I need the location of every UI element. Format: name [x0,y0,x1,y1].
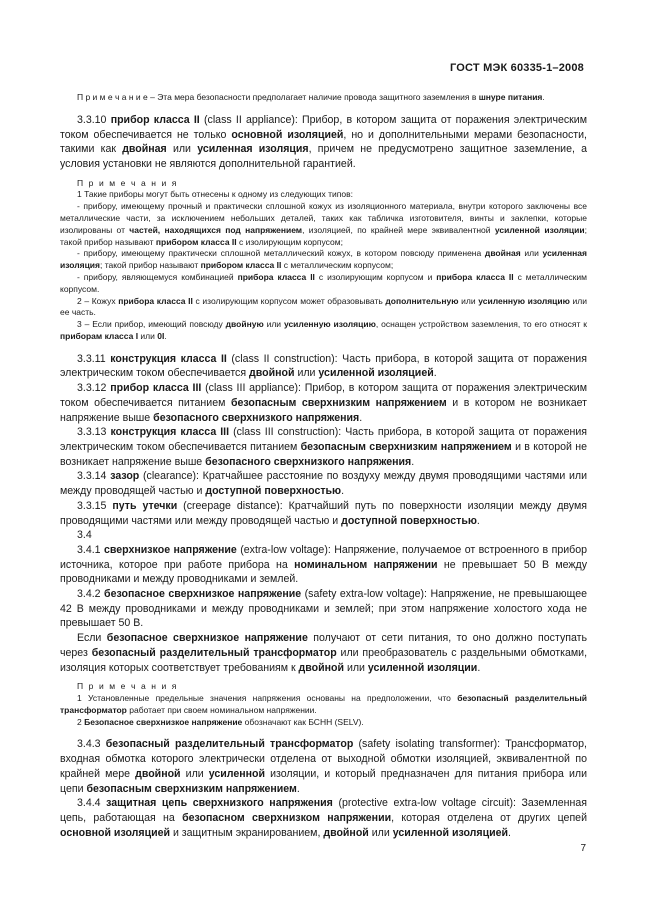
text-run: или [344,661,368,674]
clause-3-3-11 [60,352,587,381]
text-run: . [296,782,300,795]
bold-term: двойной [135,767,181,780]
text-run: , но и дополнительными мерами безопасности, такими как [60,128,587,156]
text-run: 2 – Кожух [77,295,119,306]
note-item [60,201,587,248]
text-run: или [458,295,479,306]
bold-term: усиленной изоляции [494,224,585,235]
bold-term: безопасным сверхнизким напряжением [300,440,512,453]
bold-term: безопасного сверхнизкого напряжения [205,455,412,468]
note-item [60,296,587,320]
text-run: (protective extra-low voltage circuit): Заземленная цепь, работающая на [60,797,588,824]
clause-3-4-2-cont [60,631,587,675]
bold-term: безопасным сверхнизким напряжением [230,396,447,409]
text-run: , оснащен устройством заземления, то его относят к [375,319,587,330]
bold-term: основной изоляцией [231,128,344,141]
clause-3-3-15 [60,499,587,528]
text-run: . [411,455,415,468]
bold-term: Безопасное сверхнизкое напряжение [84,716,243,727]
text-run: 1 Установленные предельные значения напряжения основаны на предположении, что [77,693,458,704]
text-run: 3 – Если прибор, имеющий повсюду [77,319,226,330]
text-run: или [263,319,284,330]
note-item [60,272,587,296]
notes-3-3-10-heading: П р и м е ч а н и я [77,177,179,188]
text-run: не превышает 50 В между проводниками и между проводниками и землей. [60,558,587,586]
text-run: или [368,826,393,839]
text-run: (safety isolating transformer): Трансформатор, входная обмотка которого электрически отделена от выходной обмотки изоляцией, эквивалентной по крайней мере [60,738,587,780]
text-run: 3.3.11 [77,352,111,365]
text-run: или [294,367,319,380]
text-run: 3.3.15 [77,499,113,512]
text-run: с изолирующим корпусом и [314,271,437,282]
clause-3-4-1 [60,543,587,587]
text-run: с изолирующим корпусом; [236,236,343,247]
text-run: - прибору, являющемуся комбинацией [77,271,238,282]
text-run: с металлическим корпусом; [281,260,394,271]
text-run: или [180,767,209,780]
bold-term: конструкция класса II [110,352,227,365]
bold-term: прибора класса II [436,271,514,282]
bold-term: двойной [298,661,344,674]
text-run: 3.4.1 [77,543,104,556]
text-run: . [164,330,167,341]
bold-term: прибором класса II [200,260,282,271]
notes-3-4-2-heading: П р и м е ч а н и я [77,681,179,692]
text-run: . [359,411,363,424]
text-run: . [508,826,511,839]
note-top [60,92,587,104]
bold-term: частей, находящихся под напряжением [129,224,303,235]
clause-3-3-13 [60,425,587,469]
bold-term: дополнительную [385,295,459,306]
bold-term: усиленную изоляцию [478,295,570,306]
note-item [60,693,587,717]
text-run: - прибору, имеющему практически сплошной металлический кожух, в котором повсюду применена [77,248,485,259]
text-run: или преобразователь с раздельными обмотками, изоляция которых соответствует требованиям к [60,646,588,674]
text-run: и в которой не возникает напряжение выше [60,440,587,468]
bold-term: усиленную изоляцию [283,319,376,330]
text-run: . [477,661,481,674]
text-run: ; такой прибор называют [60,224,587,247]
bold-term: прибор класса II [110,113,200,126]
text-run: и защитным экранированием, [170,826,324,839]
clause-3-3-14 [60,469,587,498]
bold-term: шнуре питания [478,92,543,102]
text-run: 3.3.14 [77,470,111,483]
bold-term: безопасного сверхнизкого напряжения [153,411,360,424]
text-run: , которая отделена от других цепей [391,811,587,824]
text-run: . [341,485,345,498]
notes-3-3-10 [60,189,587,342]
bold-term: усиленная изоляция [197,143,309,156]
bold-term: безопасное сверхнизкое напряжение [106,632,308,645]
text-run: 3.3.10 [77,113,111,126]
text-run: 1 Такие приборы могут быть отнесены к одному из следующих типов: [77,189,353,200]
text-run: 3.3.12 [77,382,111,395]
bold-term: прибор класса III [110,382,202,395]
text-run: изоляции, и который предназначен для питания прибора или цепи [60,767,587,795]
bold-term: конструкция класса III [110,426,230,439]
note-item [60,319,587,343]
bold-term: зазор [110,470,140,483]
bold-term: 0I [157,330,165,341]
text-run: . [433,367,437,380]
text-run: . [542,92,545,102]
clause-3-4: 3.4 [77,529,92,542]
clause-3-4-4 [60,796,587,840]
bold-term: защитная цепь сверхнизкого напряжения [106,797,333,810]
text-run: работает при своем номинальном напряжении. [126,704,317,715]
bold-term: усиленной [208,767,266,780]
text-run: . [476,514,480,527]
bold-term: усиленной изоляцией [318,367,434,380]
text-run: с металлическим корпусом. [60,271,587,294]
bold-term: прибором класса II [155,236,237,247]
text-run: 3.3.13 [77,426,111,439]
bold-term: путь утечки [112,499,178,512]
clause-3-4-3 [60,737,587,796]
notes-3-4-2 [60,693,587,728]
bold-term: безопасное сверхнизкое напряжение [104,588,302,601]
text-run: 3.4.2 [77,588,105,601]
bold-term: безопасный разделительный трансформатор [91,646,337,659]
bold-term: двойная [484,248,521,259]
note-item [60,189,587,201]
bold-term: двойная [122,143,167,156]
text-run: (safety extra-low voltage): Напряжение, не превышающее 42 В между проводниками и между проводниками и землей; при этом напряжение холостого хода не превышает 50 В. [60,588,587,630]
bold-term: двойной [323,826,369,839]
bold-term: номинальном напряжении [294,558,438,571]
bold-term: прибора класса II [118,295,193,306]
bold-term: усиленной изоляции [367,661,478,674]
clause-3-3-12 [60,381,587,425]
text-run: П р и м е ч а н и е [77,92,148,102]
bold-term: усиленная изоляция [60,248,587,271]
bold-term: безопасным сверхнизким напряжением [86,782,297,795]
text-run: или ее часть. [60,295,587,318]
document-body [60,92,587,840]
document-header: ГОСТ МЭК 60335-1–2008 [449,62,584,74]
clause-3-4-2 [60,587,587,631]
bold-term: доступной поверхностью [341,514,477,527]
text-run: обозначают как БСНН (SELV). [242,716,364,727]
text-run: 3.4.4 [77,797,107,810]
text-run: с изолирующим корпусом может образовывать [192,295,386,306]
bold-term: двойную [225,319,264,330]
bold-term: усиленной изоляцией [392,826,509,839]
text-run: 2 [77,716,85,727]
bold-term: прибора класса II [237,271,315,282]
text-run: Если [77,632,107,645]
text-run: 3.4.3 [77,738,106,751]
text-run: (class II construction): Часть прибора, в которой защита от поражения электрическим током обеспечивается [60,352,587,380]
text-run: ; такой прибор называют [100,260,201,271]
text-run: (class III appliance): Прибор, в котором защита от поражения электрическим током обеспечивается питанием [60,382,587,409]
bold-term: сверхнизкое напряжение [104,543,237,556]
text-run: - прибору, имеющему прочный и практически сплошной кожух из изоляционного материала, внутри которого заключены все металлические части, за исключением небольших деталей, таких как табличка изготовителя, винты и заклепки, которые изолированы от [60,201,587,235]
text-run: или [138,330,158,341]
text-run: или [520,248,543,259]
text-run: получают от сети питания, то оно должно поступать через [60,632,588,659]
bold-term: доступной поверхностью [205,485,342,498]
text-run: и в котором не возникает напряжение выше [60,396,587,424]
text-run: или [166,143,198,156]
bold-term: приборам класса I [60,330,139,341]
text-run: , причем не предусмотрено защитное заземление, а условия установки не являются дополнительной гарантией. [60,143,588,170]
page-number: 7 [580,843,586,854]
text-run: (class III construction): Часть прибора, в которой защита от поражения электрическим током обеспечивается питанием [60,426,587,453]
text-run: (extra-low voltage): Напряжение, получаемое от встроенного в прибор источника, которое при работе прибора на [60,543,587,571]
note-item [60,717,587,729]
text-run: – Эта мера безопасности предполагает наличие провода защитного заземления в [147,92,479,102]
bold-term: безопасный разделительный трансформатор [60,693,587,715]
text-run: , изоляцией, по крайней мере эквивалентной [302,224,495,235]
clause-3-3-10 [60,113,587,172]
text-run: (clearance): Кратчайшее расстояние по воздуху между двумя проводящими частями или между проводящей частью и [60,470,587,498]
text-run: (creepage distance): Кратчайший путь по поверхности изоляции между двумя проводящими частями или между проводящей частью и [60,499,587,527]
note-item [60,248,587,272]
bold-term: двойной [249,367,295,380]
text-run: (class II appliance): Прибор, в котором защита от поражения электрическим током обеспечивается не только [60,113,587,141]
bold-term: основной изоляцией [60,826,170,839]
bold-term: безопасном сверхнизком напряжении [182,811,392,824]
bold-term: безопасный разделительный трансформатор [105,738,354,751]
